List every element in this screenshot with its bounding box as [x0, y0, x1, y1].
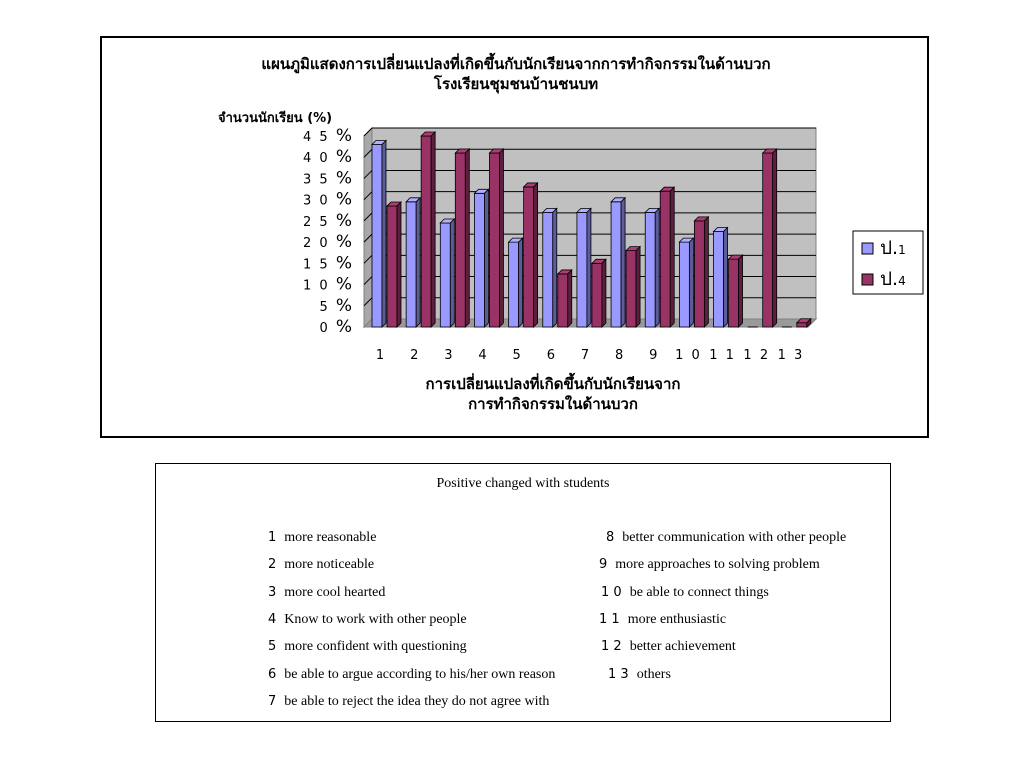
y-tick-label: 4 0 % [303, 147, 352, 168]
key-item-text: better communication with other people [622, 530, 847, 545]
bar-side [499, 149, 503, 327]
key-item-number: 8 [606, 530, 615, 545]
bar-side [621, 198, 625, 327]
bar-front [387, 206, 397, 327]
bar-side [431, 132, 435, 327]
bar-front [645, 212, 655, 327]
bar-front [679, 242, 689, 327]
key-item-text: be able to reject the idea they do not agree with [284, 693, 550, 709]
key-item-left [268, 612, 467, 628]
bar-front [729, 259, 739, 327]
key-item-number: 1 1 [599, 611, 620, 627]
chart-legend [853, 231, 923, 294]
bar [489, 149, 503, 327]
bar-side [724, 228, 728, 328]
bar-side [534, 183, 538, 327]
key-item-text: better achievement [629, 639, 736, 655]
bar-side [739, 255, 743, 327]
chart-title-line: แผนภูมิแสดงการเปลี่ยนแปลงที่เกิดขึ้นกับนักเรียนจากการทำกิจกรรมในด้านบวก [261, 55, 771, 73]
bar-side [450, 219, 454, 327]
bar [406, 198, 420, 327]
x-tick-label: 1 1 [709, 348, 736, 363]
key-item-number: 1 [268, 530, 277, 545]
bar-front [372, 144, 382, 327]
bar-front [543, 212, 553, 327]
bar-side [484, 189, 488, 327]
x-tick-label: 1 0 [675, 348, 702, 363]
plot-side-wall [364, 128, 372, 327]
key-item-text: more confident with questioning [284, 639, 467, 655]
key-item-left [268, 639, 467, 655]
x-axis-label-line: การทำกิจกรรมในด้านบวก [468, 395, 638, 413]
key-item-left [268, 667, 555, 683]
bar-front [489, 153, 499, 327]
key-item-text: be able to argue according to his/her own reason [284, 666, 556, 682]
y-tick-label: 3 0 % [303, 189, 352, 210]
bar [440, 219, 454, 327]
key-item-number: 3 [268, 584, 277, 600]
bar [543, 208, 557, 327]
bar-front [660, 191, 670, 327]
key-item-number: 4 [268, 611, 277, 627]
bar-front [524, 187, 534, 327]
x-tick-label: 1 2 [743, 348, 771, 363]
x-tick-label: 5 [512, 348, 523, 363]
bar-side [416, 198, 420, 327]
key-item-right [601, 639, 736, 655]
y-tick-label: 4 5 % [303, 126, 352, 146]
bar-front [714, 232, 724, 328]
bar-front [558, 274, 568, 327]
key-item-number: 7 [268, 693, 277, 709]
key-item-number: 2 [268, 557, 277, 573]
bar-front [763, 153, 773, 327]
bar [524, 183, 538, 327]
legend-label: ป.1 [880, 237, 906, 259]
key-item-right [599, 557, 820, 573]
bar [611, 198, 625, 327]
x-tick-label: 4 [478, 348, 489, 363]
key-item-number: 6 [268, 666, 277, 682]
bar-side [397, 202, 401, 327]
x-tick-label: 3 [444, 348, 455, 363]
bar-front [694, 221, 704, 327]
legend-label: ป.4 [880, 268, 906, 290]
key-item-text: others [636, 666, 671, 682]
category-key-title: Positive changed with students [436, 476, 610, 491]
bar-side [704, 217, 708, 327]
bar [558, 270, 572, 327]
key-item-left [268, 585, 385, 601]
bar-front [626, 251, 636, 327]
bar [455, 149, 469, 327]
chart-frame [100, 36, 929, 438]
y-tick-label: 0 % [319, 317, 352, 337]
chart-title-line: โรงเรียนชุมชนบ้านชนบท [433, 75, 599, 93]
bar-front [474, 193, 484, 327]
bar [592, 259, 606, 327]
chart-title [261, 52, 770, 94]
bar-side [670, 187, 674, 327]
legend-swatch [862, 243, 873, 254]
key-item-number: 1 2 [601, 639, 622, 655]
bar [660, 187, 674, 327]
bar [387, 202, 401, 327]
bar [714, 228, 728, 328]
key-item-right [608, 667, 671, 683]
category-key-box [155, 463, 891, 722]
x-tick-label: 7 [580, 348, 592, 363]
bar-front [611, 202, 621, 327]
bar-side [382, 140, 386, 327]
key-item-text: Know to work with other people [284, 611, 467, 627]
y-tick-label: 3 5 % [303, 168, 352, 189]
key-item-number: 9 [599, 557, 608, 573]
key-item-text: more approaches to solving problem [615, 557, 820, 573]
bar-side [587, 208, 591, 327]
bar [729, 255, 743, 327]
key-item-text: be able to connect things [629, 584, 769, 600]
x-tick-label: 8 [615, 348, 626, 363]
bar [577, 208, 591, 327]
bar-front [797, 323, 807, 327]
bar-side [519, 238, 523, 327]
key-item-left [268, 557, 374, 573]
x-tick-label: 6 [546, 348, 557, 363]
bar [645, 208, 659, 327]
key-item-left [268, 694, 549, 710]
key-item-right [601, 585, 769, 601]
bar [509, 238, 523, 327]
y-tick-label: 2 5 % [303, 210, 352, 231]
bar-side [655, 208, 659, 327]
bar-front [455, 153, 465, 327]
key-item-right [599, 612, 726, 628]
bar [372, 140, 386, 327]
bar-front [406, 202, 416, 327]
x-tick-label: 1 [375, 348, 387, 363]
x-tick-label: 1 3 [777, 348, 805, 363]
key-item-text: more cool hearted [284, 584, 386, 600]
legend-swatch [862, 274, 873, 285]
x-tick-label: 2 [410, 348, 421, 363]
key-item-number: 5 [268, 639, 277, 655]
key-item-text: more noticeable [284, 557, 375, 573]
bar-front [509, 242, 519, 327]
y-tick-label: 5 % [319, 295, 352, 316]
y-axis-label: จำนวนนักเรียน (%) [218, 111, 333, 126]
x-axis-label [426, 372, 681, 413]
x-tick-label: 9 [649, 348, 660, 363]
bar [763, 149, 777, 327]
key-item-right [606, 530, 846, 546]
bar-front [592, 263, 602, 327]
y-tick-label: 2 0 % [303, 232, 352, 253]
bar-side [602, 259, 606, 327]
bar-side [689, 238, 693, 327]
bar-side [636, 247, 640, 327]
y-tick-label: 1 0 % [303, 274, 352, 295]
y-tick-label: 1 5 % [303, 253, 352, 274]
bar-front [577, 212, 587, 327]
bar [474, 189, 488, 327]
bar-side [553, 208, 557, 327]
bar [679, 238, 693, 327]
bar-front [421, 136, 431, 327]
bar [421, 132, 435, 327]
bar [626, 247, 640, 327]
bar-front [440, 223, 450, 327]
x-axis-label-line: การเปลี่ยนแปลงที่เกิดขึ้นกับนักเรียนจาก [425, 375, 681, 393]
chart-svg [102, 38, 927, 436]
key-item-text: more reasonable [284, 530, 377, 545]
bar-side [568, 270, 572, 327]
bar-side [773, 149, 777, 327]
key-item-left [268, 530, 376, 546]
bar-side [465, 149, 469, 327]
key-item-number: 1 3 [608, 666, 629, 682]
key-item-text: more enthusiastic [627, 611, 727, 627]
bar [694, 217, 708, 327]
key-item-number: 1 0 [601, 584, 622, 600]
